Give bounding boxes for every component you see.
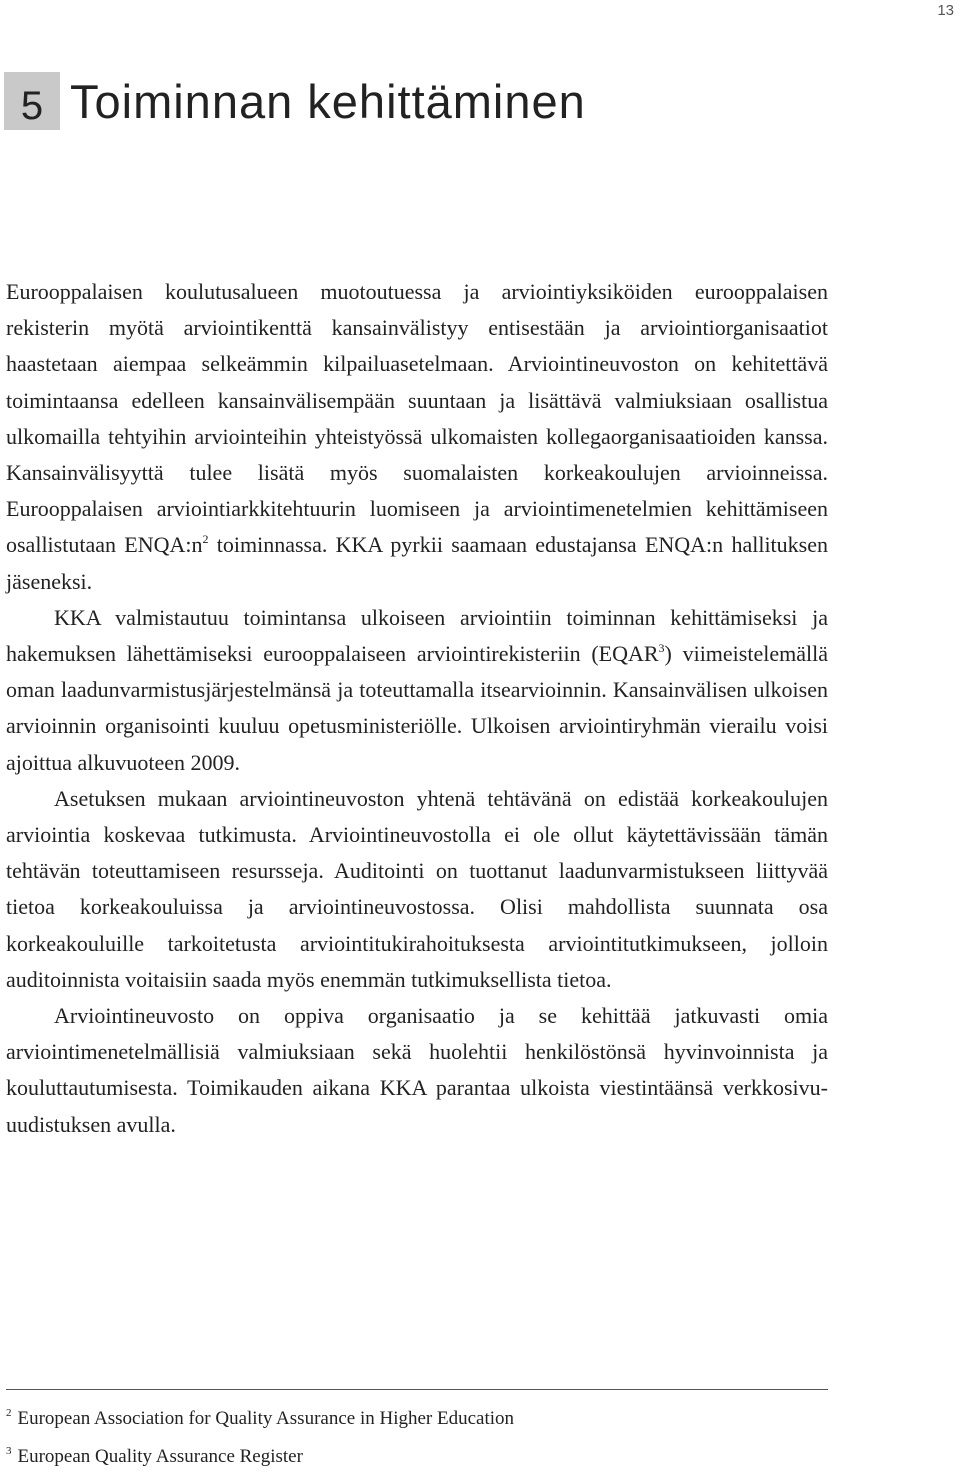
footnote-text: European Quality Assurance Register	[17, 1446, 303, 1467]
footnote-number: 2	[6, 1407, 12, 1419]
page-number: 13	[937, 2, 954, 19]
paragraph-1	[6, 274, 828, 600]
paragraph-3: Asetuksen mukaan arviointineuvoston yhtenä tehtävänä on edistää korkeakoulujen arviointia koskevaa tutkimusta. Arviointineuvostolla ei ole ollut käytettävissään tämän tehtävän toteuttamiseen resursseja. Auditointi on tuottanut laadunvarmistukseen liittyvää tietoa korkeakouluissa ja arviointineuvostossa. Olisi mahdollista suunnata osa korkeakouluille tarkoitetusta arviointitukirahoituksesta arviointitutkimukseen, jolloin auditoinnista voitaisiin saada myös enemmän tutkimuksellista tietoa.	[6, 785, 828, 992]
body-text	[6, 274, 828, 1143]
paragraph-text: KKA valmistautuu toimintansa ulkoiseen arviointiin toiminnan kehittämiseksi ja hakemuksen lähettämiseksi eurooppalaiseen arviointirekisteriin (EQAR	[6, 604, 828, 667]
footnote-ref: 2	[202, 532, 209, 547]
paragraph-2	[6, 600, 828, 781]
chapter-title: Toiminnan kehittäminen	[70, 74, 586, 128]
paragraph-text: ) viimeistelemällä oman laadunvarmistusjärjestelmänsä ja toteuttamalla itsearvioinnin. Kansainvälisen ulkoisen arvioinnin organisointi kuuluu opetusministeriölle. Ulkoisen arviointiryhmän vierailu voisi ajoittua alkuvuoteen 2009.	[6, 641, 828, 775]
footnote-number: 3	[6, 1445, 12, 1457]
footnote	[6, 1400, 828, 1438]
chapter-heading	[4, 72, 586, 130]
paragraph-4: Arviointineuvosto on oppiva organisaatio ja se kehittää jatkuvasti omia arviointimenetelmällisiä valmiuksiaan sekä huolehtii henkilöstönsä hyvinvoinnista ja kouluttautumisesta. Toimikauden aikana KKA parantaa ulkoista viestintäänsä verkkosivu-uudistuksen avulla.	[6, 1003, 828, 1137]
footnote	[6, 1438, 828, 1476]
footnote-divider	[6, 1389, 828, 1390]
footnote-ref: 3	[658, 641, 665, 656]
footnote-text: European Association for Quality Assurance in Higher Education	[17, 1408, 515, 1429]
paragraph-text: toiminnassa. KKA pyrkii saamaan edustajansa ENQA:n hallituksen jäseneksi.	[6, 532, 828, 594]
chapter-number: 5	[4, 72, 60, 130]
paragraph-text: Eurooppalaisen koulutusalueen muotoutuessa ja arviointiyksiköiden eurooppalaisen rekisterin myötä arviointikenttä kansainvälistyy entisestään ja arviointiorganisaatiot haastetaan aiempaa selkeämmin kilpailuasetelmaan. Arviointineuvoston on kehitettävä toimintaansa edelleen kansainvälisempään suuntaan ja lisättävä valmiuksiaan osallistua ulkomailla tehtyihin arviointeihin yhteistyössä ulkomaisten kollegaorganisaatioiden kanssa. Kansainvälisyyttä tulee lisätä myös suomalaisten korkeakoulujen arvioinneissa. Eurooppalaisen arviointiarkkitehtuurin luomiseen ja arviointimenetelmien kehittämiseen osallistutaan ENQA:n	[6, 279, 828, 558]
footnotes	[6, 1400, 828, 1476]
